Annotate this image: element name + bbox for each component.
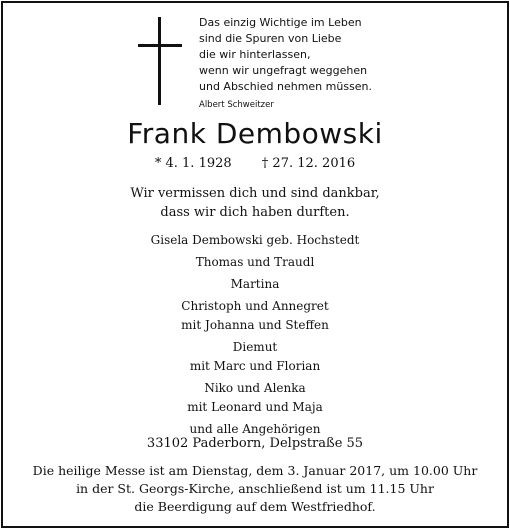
message-line: dass wir dich haben durften.: [160, 205, 350, 220]
mourner-line: mit Leonard und Maja: [187, 400, 323, 414]
service-line: in der St. Georgs-Kirche, anschließend ist um 11.15 Uhr: [76, 481, 434, 496]
mourner-line: mit Marc und Florian: [189, 359, 321, 373]
service-line: Die heilige Messe ist am Dienstag, dem 3. Januar 2017, um 10.00 Uhr: [32, 463, 478, 478]
mourner-line: Christoph und Annegret: [181, 299, 329, 313]
mourner-line: mit Johanna und Steffen: [181, 318, 329, 332]
quote-line: Das einzig Wichtige im Leben: [199, 16, 362, 29]
deceased-name: Frank Dembowski: [127, 117, 383, 150]
quote-line: die wir hinterlassen,: [199, 48, 311, 61]
cross-vertical-bar: [158, 17, 161, 105]
service-info: [3, 462, 507, 516]
quote-line: sind die Spuren von Liebe: [199, 32, 342, 45]
mourner-line: Martina: [230, 277, 280, 291]
service-line: die Beerdigung auf dem Westfriedhof.: [134, 499, 376, 514]
farewell-message: [3, 184, 507, 222]
mourner-line: Niko und Alenka: [204, 381, 306, 395]
mourner-line: Thomas und Traudl: [195, 255, 315, 269]
obituary-frame: [1, 1, 509, 528]
family-address: 33102 Paderborn, Delpstraße 55: [146, 436, 364, 451]
mourner-line: Gisela Dembowski geb. Hochstedt: [150, 233, 360, 247]
mourner-line: Diemut: [232, 340, 278, 354]
message-line: Wir vermissen dich und sind dankbar,: [130, 186, 380, 201]
life-dates: [3, 155, 507, 172]
quote-line: und Abschied nehmen müssen.: [199, 80, 373, 93]
cross-icon: [138, 17, 182, 105]
mourner-line: und alle Angehörigen: [189, 422, 321, 436]
cross-horizontal-bar: [138, 44, 182, 47]
death-date: † 27. 12. 2016: [261, 156, 356, 171]
quote-line: wenn wir ungefragt weggehen: [199, 64, 368, 77]
quote-author: Albert Schweitzer: [199, 100, 274, 110]
birth-date: * 4. 1. 1928: [154, 156, 232, 171]
mourners-list: [3, 231, 507, 439]
quote-block: [199, 15, 449, 111]
